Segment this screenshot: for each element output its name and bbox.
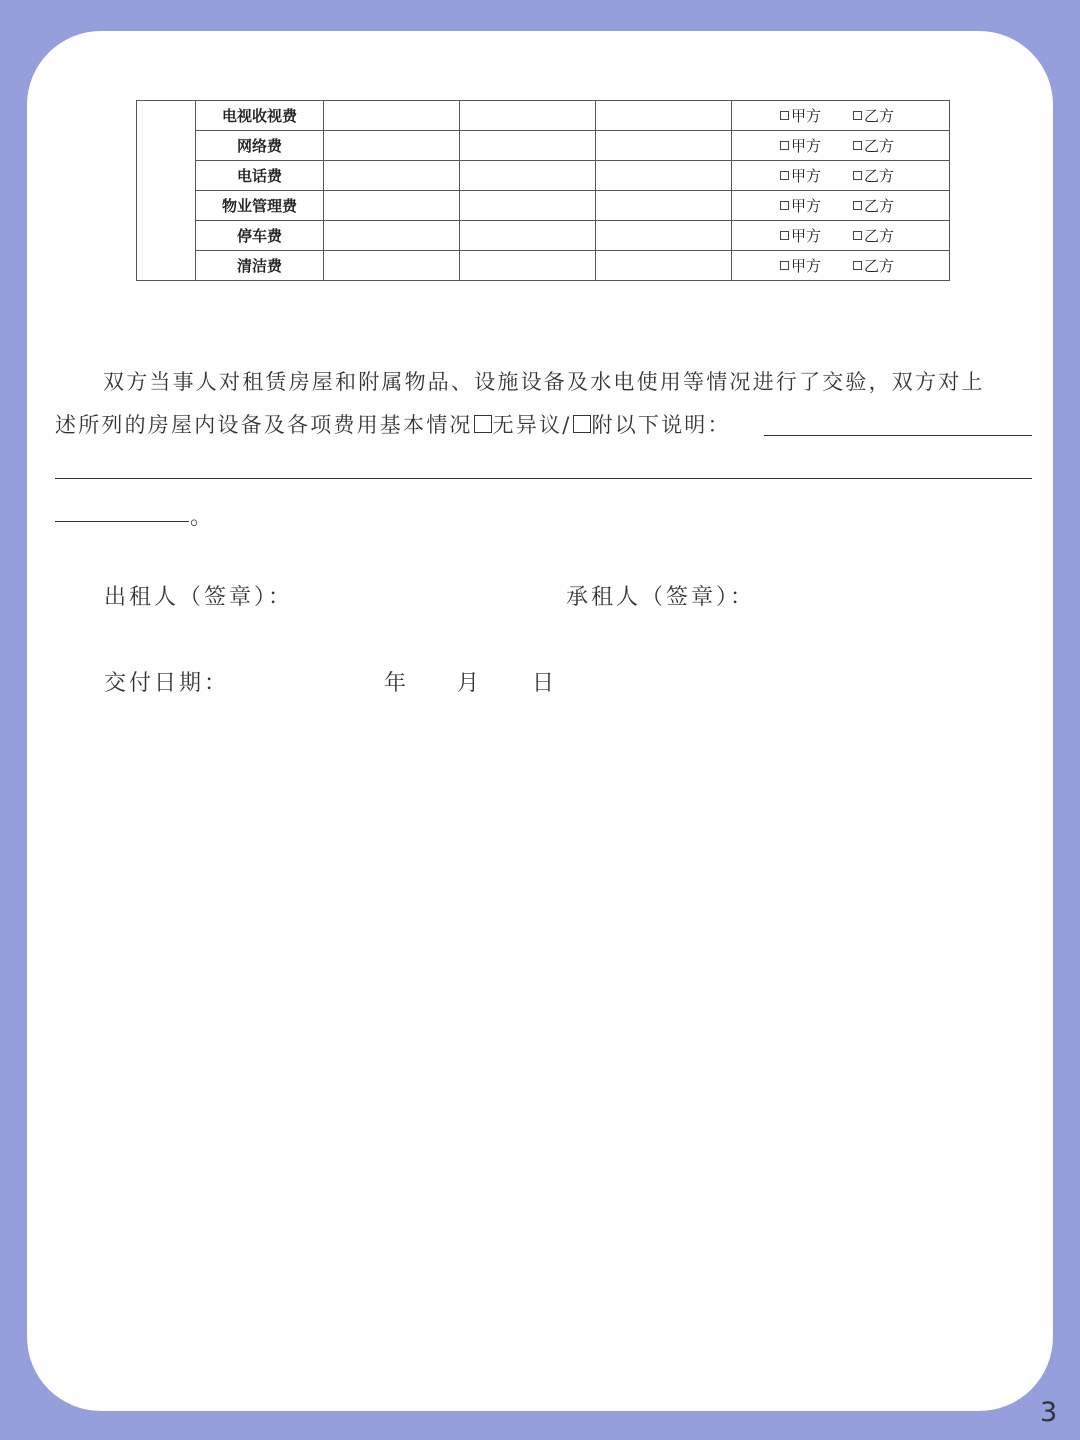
checkbox-icon[interactable] (780, 261, 789, 270)
payer-option-b[interactable] (853, 105, 894, 126)
blank-cell[interactable] (460, 251, 596, 281)
payer-b-label: 乙方 (864, 197, 895, 215)
checkbox-icon[interactable] (474, 415, 492, 433)
table-row (137, 131, 950, 161)
payer-cell (732, 251, 950, 281)
payer-option-b[interactable] (853, 165, 894, 186)
table-row (137, 251, 950, 281)
fee-name: 电视收视费 (196, 101, 324, 131)
payer-option-a[interactable] (780, 225, 821, 246)
payer-a-label: 甲方 (791, 137, 822, 155)
option-no-objection: 无异议 (492, 413, 563, 437)
statement-line-1: 双方当事人对租赁房屋和附属物品、设施设备及水电使用等情况进行了交验，双方对上 (103, 370, 985, 394)
payer-b-label: 乙方 (864, 257, 895, 275)
remarks-blank-line[interactable] (55, 478, 1032, 479)
blank-cell[interactable] (596, 161, 732, 191)
fee-name: 清洁费 (196, 251, 324, 281)
fee-name: 物业管理费 (196, 191, 324, 221)
payer-option-a[interactable] (780, 165, 821, 186)
fee-name: 网络费 (196, 131, 324, 161)
blank-cell[interactable] (596, 221, 732, 251)
date-month-label: 月 (457, 671, 483, 696)
lessee-signature-label: 承租人（签章）： (566, 585, 756, 610)
date-day-label: 日 (532, 671, 558, 696)
payer-cell (732, 101, 950, 131)
blank-cell[interactable] (460, 161, 596, 191)
payer-a-label: 甲方 (791, 257, 822, 275)
remarks-blank-line[interactable] (55, 521, 189, 522)
payer-option-b[interactable] (853, 225, 894, 246)
payer-option-a[interactable] (780, 255, 821, 276)
payer-cell (732, 191, 950, 221)
payer-b-label: 乙方 (864, 137, 895, 155)
checkbox-icon[interactable] (853, 201, 862, 210)
statement-text: 述所列的房屋内设备及各项费用基本情况 (55, 413, 473, 437)
checkbox-icon[interactable] (853, 171, 862, 180)
checkbox-icon[interactable] (853, 141, 862, 150)
payer-option-a[interactable] (780, 135, 821, 156)
payer-b-label: 乙方 (864, 107, 895, 125)
delivery-date-label: 交付日期： (104, 671, 230, 696)
payer-a-label: 甲方 (791, 197, 822, 215)
fee-name: 停车费 (196, 221, 324, 251)
blank-cell[interactable] (324, 221, 460, 251)
fee-table (136, 100, 950, 281)
option-attached: 附以下说明： (591, 413, 731, 437)
table-row (137, 161, 950, 191)
blank-cell[interactable] (460, 221, 596, 251)
payer-b-label: 乙方 (864, 167, 895, 185)
payer-cell (732, 161, 950, 191)
fee-table-body (137, 101, 950, 281)
payer-a-label: 甲方 (791, 107, 822, 125)
blank-cell[interactable] (596, 131, 732, 161)
checkbox-icon[interactable] (780, 141, 789, 150)
blank-cell[interactable] (324, 161, 460, 191)
lessor-signature-label: 出租人（签章）： (104, 585, 294, 610)
payer-b-label: 乙方 (864, 227, 895, 245)
blank-cell[interactable] (596, 251, 732, 281)
payer-option-b[interactable] (853, 135, 894, 156)
checkbox-icon[interactable] (853, 261, 862, 270)
date-year-label: 年 (384, 671, 410, 696)
blank-cell[interactable] (460, 191, 596, 221)
checkbox-icon[interactable] (573, 415, 591, 433)
remarks-blank-line[interactable] (764, 435, 1032, 436)
checkbox-icon[interactable] (853, 231, 862, 240)
blank-cell[interactable] (460, 131, 596, 161)
payer-option-b[interactable] (853, 255, 894, 276)
payer-a-label: 甲方 (791, 227, 822, 245)
table-row (137, 191, 950, 221)
payer-a-label: 甲方 (791, 167, 822, 185)
option-separator: / (562, 413, 572, 437)
end-mark: 。 (190, 505, 216, 530)
fee-name: 电话费 (196, 161, 324, 191)
table-row (137, 221, 950, 251)
checkbox-icon[interactable] (780, 201, 789, 210)
table-row (137, 101, 950, 131)
blank-cell[interactable] (596, 191, 732, 221)
blank-cell[interactable] (324, 191, 460, 221)
checkbox-icon[interactable] (780, 171, 789, 180)
checkbox-icon[interactable] (853, 111, 862, 120)
checkbox-icon[interactable] (780, 111, 789, 120)
merged-category-cell (137, 101, 196, 281)
blank-cell[interactable] (324, 101, 460, 131)
blank-cell[interactable] (324, 131, 460, 161)
blank-cell[interactable] (324, 251, 460, 281)
payer-option-a[interactable] (780, 105, 821, 126)
payer-option-b[interactable] (853, 195, 894, 216)
payer-cell (732, 221, 950, 251)
blank-cell[interactable] (596, 101, 732, 131)
page-number: 3 (1040, 1397, 1058, 1428)
payer-cell (732, 131, 950, 161)
checkbox-icon[interactable] (780, 231, 789, 240)
blank-cell[interactable] (460, 101, 596, 131)
payer-option-a[interactable] (780, 195, 821, 216)
